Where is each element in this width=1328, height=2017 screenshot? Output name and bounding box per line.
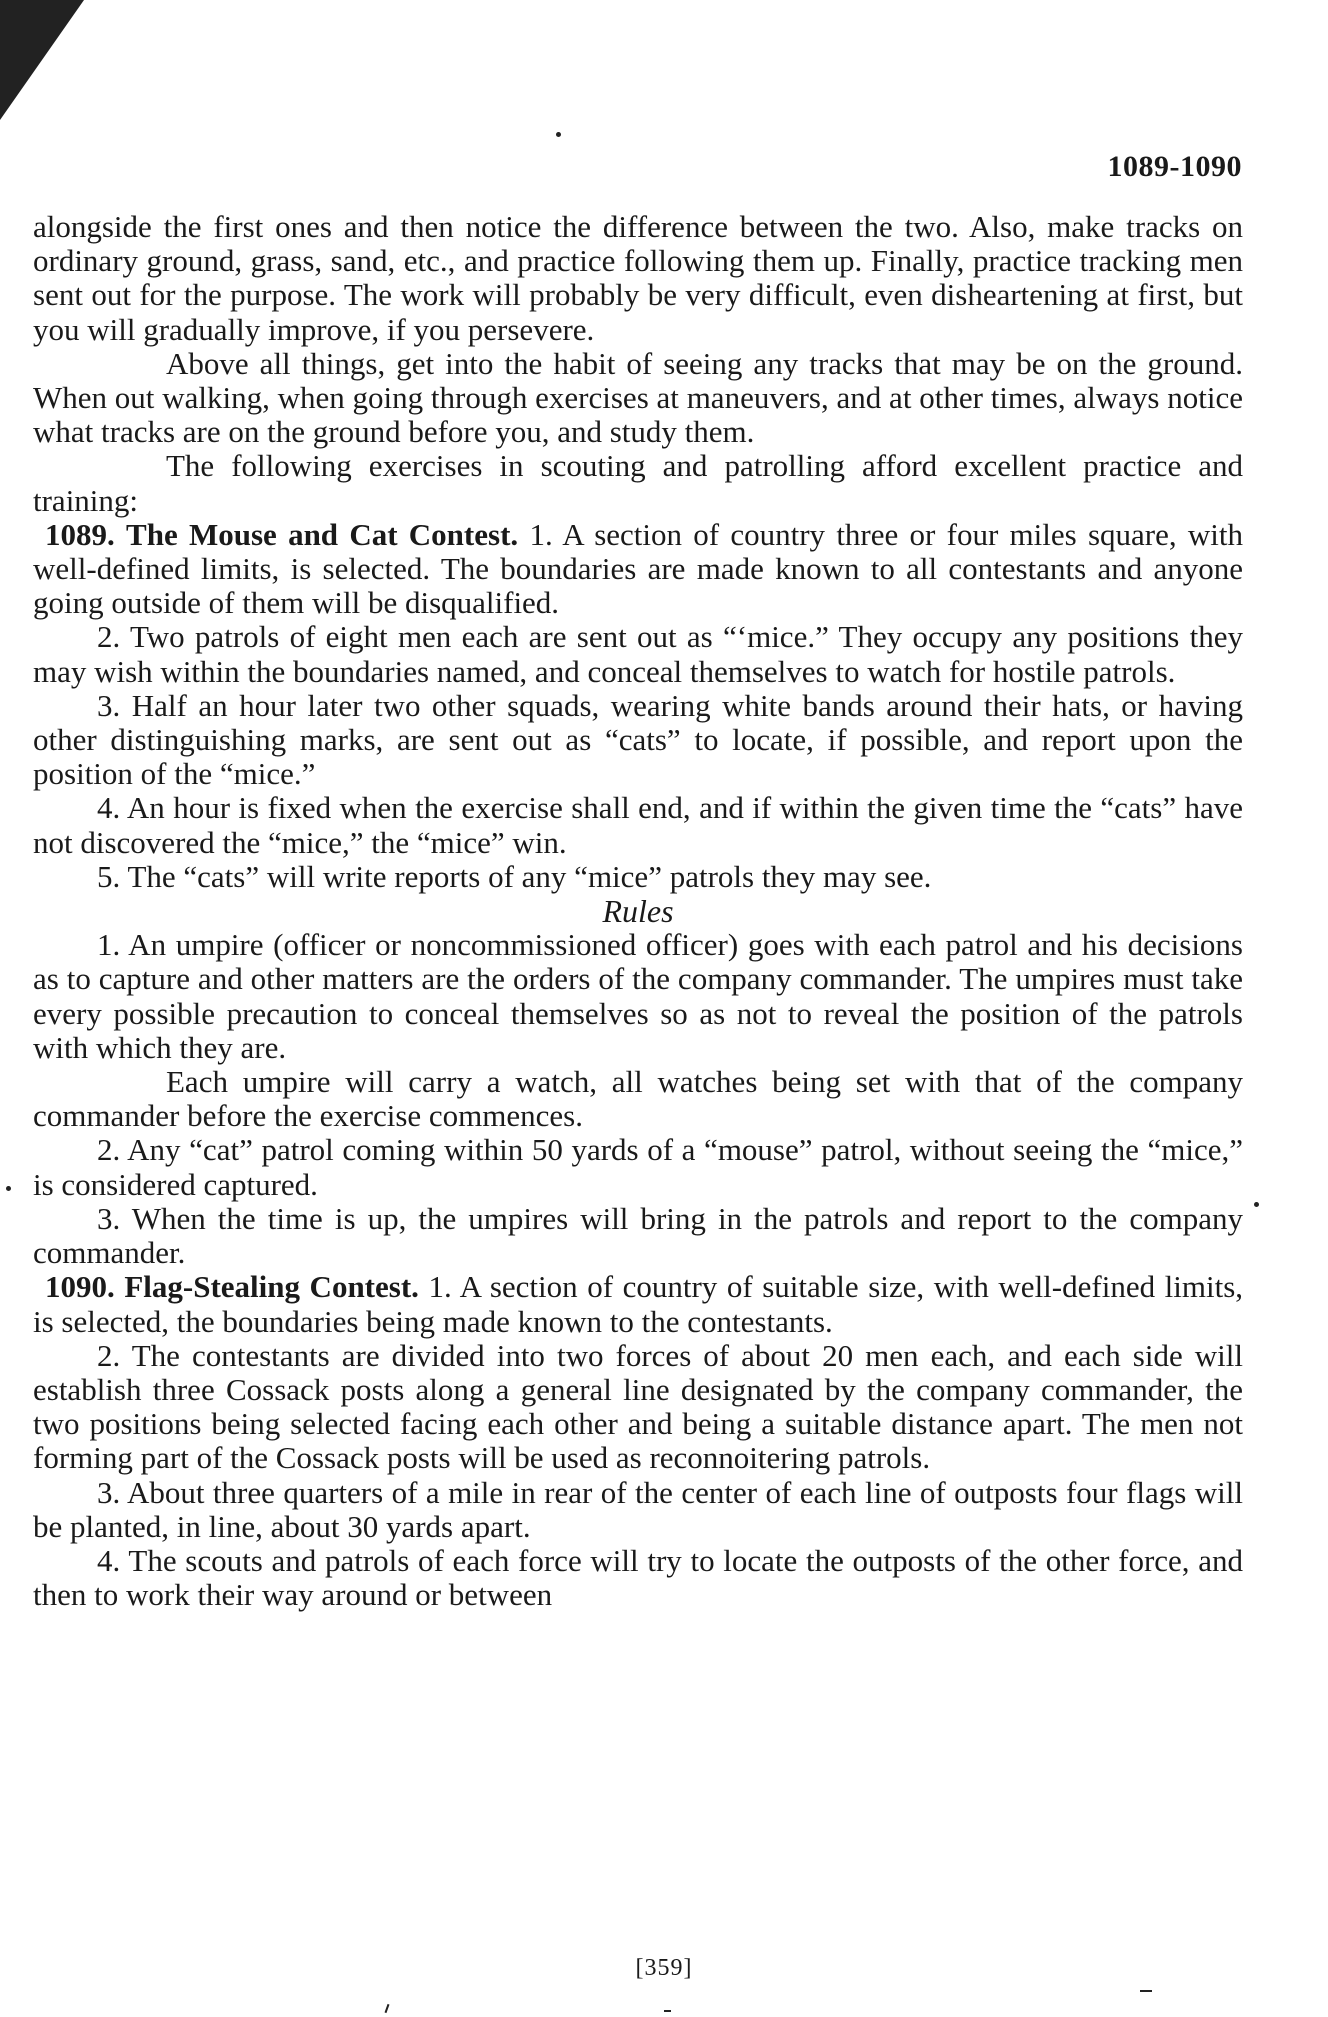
scan-speck	[6, 1186, 11, 1191]
paragraph: 1. An umpire (officer or noncommissioned officer) goes with each patrol and his decisions as to capture and other matters are the orders of the company commander. The umpires must take every possible precaution to conceal themselves so as not to reveal the position of the patrols with which they are.	[33, 927, 1243, 1065]
section-number: 1090.	[45, 1269, 115, 1305]
section-1089	[33, 518, 1243, 621]
section-text: 1. A section of country three or four miles square, with well-defined limits, is selected. The boundaries are made known to all contestants and anyone going outside of them will be disqualified.	[33, 516, 1244, 621]
scan-corner-artifact	[0, 0, 84, 120]
paragraph: 4. The scouts and patrols of each force will try to locate the outposts of the other force, and then to work their way around or between	[33, 1542, 1243, 1613]
paragraph: 3. When the time is up, the umpires will bring in the patrols and report to the company commander.	[33, 1200, 1243, 1271]
paragraph: 2. Two patrols of eight men each are sent out as “‘mice.” They occupy any positions they may wish within the boundaries named, and conceal themselves to watch for hostile patrols.	[33, 619, 1243, 689]
paragraph: 2. The contestants are divided into two forces of about 20 men each, and each side will establish three Cossack posts along a general line designated by the company commander, the two positions being selected facing each other and being a suitable distance apart. The men not forming part of the Cossack posts will be used as reconnoitering patrols.	[33, 1337, 1243, 1476]
scan-speck	[1254, 1202, 1259, 1207]
body-text	[33, 210, 1243, 1612]
page-number: [359]	[635, 1955, 693, 1981]
section-number: 1089.	[45, 516, 115, 552]
paragraph: alongside the first ones and then notice the difference between the two. Also, make tracks on ordinary ground, grass, sand, etc., and practice following them up. Finally, practice tracking men sent out for the purpose. The work will probably be very difficult, even disheartening at first, but you will gradually improve, if you persevere.	[33, 209, 1243, 347]
section-1090	[33, 1270, 1243, 1338]
paragraph: 2. Any “cat” patrol coming within 50 yards of a “mouse” patrol, without seeing the “mice,” is considered captured.	[33, 1132, 1243, 1202]
paragraph: The following exercises in scouting and patrolling afford excellent practice and training:	[33, 448, 1243, 518]
page-range-header: 1089-1090	[1107, 150, 1242, 183]
paragraph: Each umpire will carry a watch, all watches being set with that of the company commander before the exercise commences.	[33, 1064, 1243, 1134]
paragraph: 3. Half an hour later two other squads, wearing white bands around their hats, or having other distinguishing marks, are sent out as “cats” to locate, if possible, and report upon the position of the “mice.”	[33, 687, 1243, 792]
scan-mark	[385, 2004, 390, 2013]
scan-speck	[556, 132, 561, 137]
scan-mark	[1140, 1990, 1152, 1992]
rules-heading: Rules	[602, 893, 674, 930]
paragraph: 3. About three quarters of a mile in rear of the center of each line of outposts four flags will be planted, in line, about 30 yards apart.	[33, 1474, 1243, 1544]
paragraph: Above all things, get into the habit of seeing any tracks that may be on the ground. When out walking, when going through exercises at maneuvers, and at other times, always notice what tracks are on the ground before you, and study them.	[33, 345, 1243, 450]
scan-mark	[664, 2010, 671, 2012]
paragraph: 5. The “cats” will write reports of any “mice” patrols they may see.	[97, 858, 932, 894]
paragraph: 4. An hour is fixed when the exercise shall end, and if within the given time the “cats” have not discovered the “mice,” the “mice” win.	[33, 790, 1243, 860]
section-text: 1. A section of country of suitable size, with well-defined limits, is selected, the boundaries being made known to the contestants.	[33, 1269, 1244, 1339]
section-title: The Mouse and Cat Contest.	[126, 516, 519, 552]
section-title: Flag-Stealing Contest.	[124, 1269, 419, 1305]
